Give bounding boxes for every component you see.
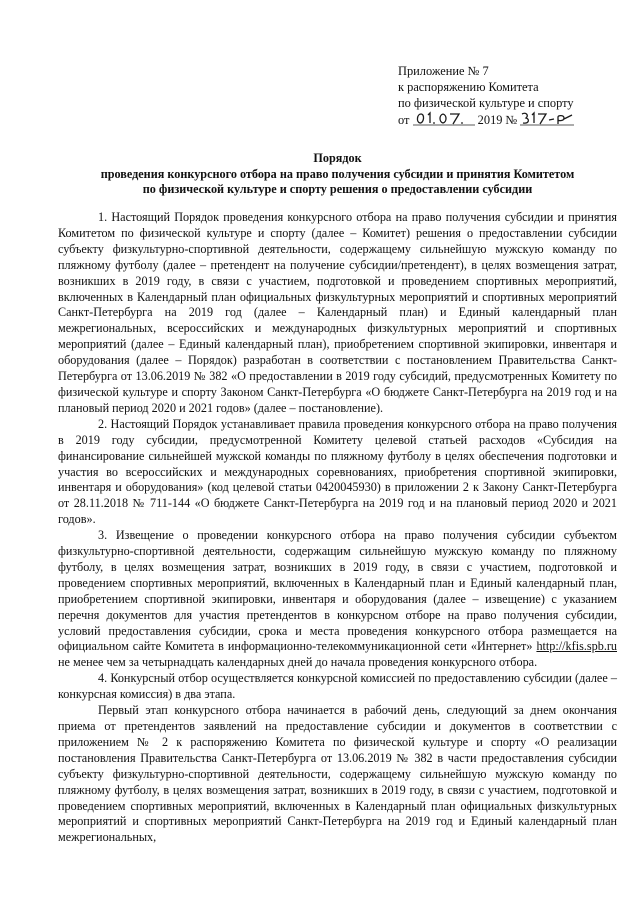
paragraph-1: 1. Настоящий Порядок проведения конкурсного отбора на право получения субсидии и принятия Комитетом по физической культуре и спорту (далее – Комитет) решения о предоставлении субсидии субъекту физкультурно-спортивной деятельности, содержащему сильнейшую мужскую команду по пляжному футболу (далее – претендент на получение субсидии/претендент), в целях возмещения затрат, возникших в 2019 году, в связи с участием, подготовкой и проведением спортивных мероприятий, включенных в Календарный план официальных физкультурных мероприятий и спортивных мероприятий Санкт-Петербурга на 2019 год (далее – Календарный план) и Единый календарный план межрегиональных, всероссийских и международных физкультурных мероприятий и спортивных мероприятий (далее – Единый календарный план), приобретением спортивной экипировки, инвентаря и оборудования (далее – Порядок) разработан в соответствии с постановлением Правительства Санкт-Петербурга от 13.06.2019 № 382 «О предоставлении в 2019 году субсидий, предусмотренных Комитету по физической культуре и спорту Законом Санкт-Петербурга «О бюджете Санкт-Петербурга на 2019 год и на плановый период 2020 и 2021 годов» (далее – постановление).: [58, 210, 617, 415]
paragraph-3-tail: не менее чем за четырнадцать календарных дней до начала проведения конкурсного отбора.: [58, 655, 538, 670]
appendix-line-1: Приложение № 7: [398, 64, 489, 78]
website-link[interactable]: http://kfis.spb.ru: [536, 639, 618, 654]
title-line-3: по физической культуре и спорту решения о предоставлении субсидии: [142, 182, 533, 196]
appendix-line-3: по физической культуре и спорту: [398, 96, 574, 110]
appendix-date-line: [398, 111, 574, 128]
document-body: [58, 210, 617, 846]
date-prefix: от: [398, 113, 410, 127]
handwritten-date: [413, 111, 475, 127]
paragraph-4: 4. Конкурсный отбор осуществляется конкурсной комиссией по предоставлению субсидии (далее – конкурсная комиссия) в два этапа.: [58, 671, 617, 702]
date-year: 2019 №: [477, 113, 518, 127]
paragraph-2: 2. Настоящий Порядок устанавливает правила проведения конкурсного отбора на право получения в 2019 году субсидии, предусмотренной Комитету целевой статьей расходов «Субсидия на финансирование сильнейшей мужской команды по пляжному футболу в целях обеспечения подготовки и участия во всероссийских и международных соревнованиях, приобретения спортивной экипировки, инвентаря и оборудования» (код целевой статьи 0420045930) в приложении 2 к Закону Санкт-Петербурга от 28.11.2018 № 711-144 «О бюджете Санкт-Петербурга на 2019 год и на плановый период 2020 и 2021 годов».: [58, 416, 617, 527]
appendix-line-2: к распоряжению Комитета: [398, 80, 539, 94]
document-title: [58, 151, 617, 198]
paragraph-3: [58, 528, 617, 671]
title-line-2: проведения конкурсного отбора на право получения субсидии и принятия Комитетом: [100, 166, 575, 181]
handwritten-number: [520, 111, 574, 127]
title-line-1: Порядок: [313, 151, 362, 165]
appendix-block: [398, 63, 574, 128]
paragraph-5: Первый этап конкурсного отбора начинается в рабочий день, следующий за днем окончания приема от претендентов заявлений на предоставление субсидии и документов в соответствии с приложением № 2 к распоряжению Комитета по физической культуре и спорту «О реализации постановления Правительства Санкт-Петербурга от 13.06.2019 № 382 в части предоставления субсидии субъекту физкультурно-спортивной деятельности, содержащему сильнейшую мужскую команду по пляжному футболу, в целях возмещения затрат, возникших в 2019 году, в связи с участием, подготовкой и проведением спортивных мероприятий, включенных в Календарный план официальных физкультурных мероприятий и спортивных мероприятий Санкт-Петербурга на 2019 год и Единый календарный план межрегиональных,: [58, 703, 617, 845]
paragraph-3-text: 3. Извещение о проведении конкурсного отбора на право получения субсидии субъектом физкультурно-спортивной деятельности, содержащим сильнейшую мужскую команду по пляжному футболу, в целях возмещения затрат, возникших в 2019 году, в связи с участием, подготовкой и проведением спортивных мероприятий, включенных в Календарный план и Единый календарный план, приобретением спортивной экипировки, инвентаря и оборудования (далее – извещение) с указанием перечня документов для участия претендентов в конкурсном отборе на право получения субсидии, условий предоставления субсидии, срока и места проведения конкурсного отбора размещается на официальном сайте Комитета в информационно-телекоммуникационной сети «Интернет»: [58, 528, 617, 654]
